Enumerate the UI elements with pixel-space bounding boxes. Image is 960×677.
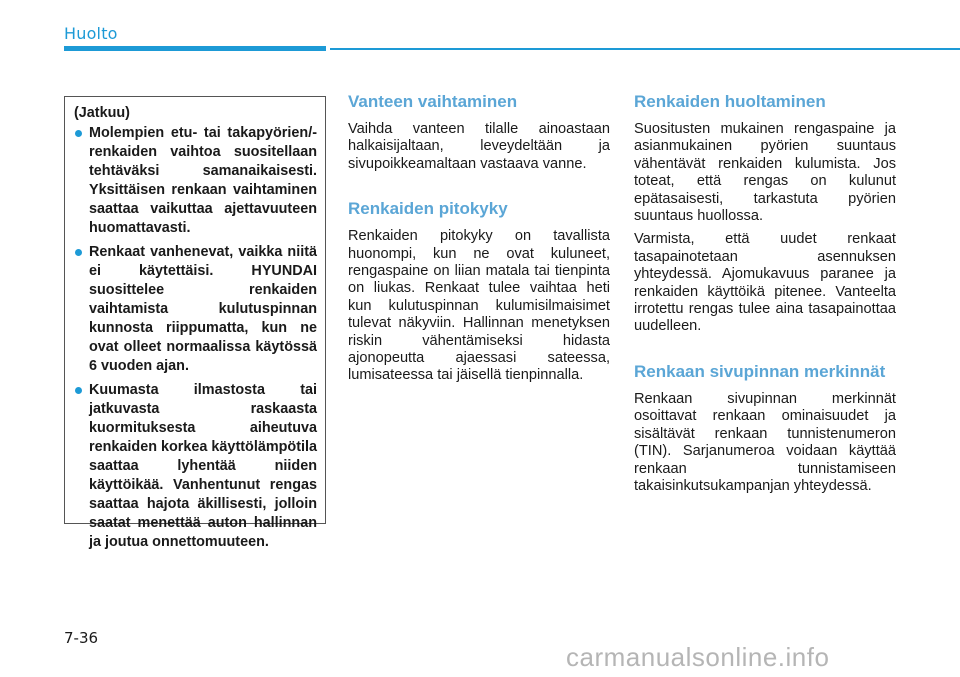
heading-rim-change: Vanteen vaihtaminen: [348, 92, 518, 111]
watermark: carmanualsonline.info: [566, 642, 830, 672]
heading-tire-maintenance: Renkaiden huoltaminen: [634, 92, 826, 111]
list-item-text: Kuumasta ilmastosta tai jatkuvasta raskaasta kuormituksesta aiheutuva renkaiden korkea käyttölämpötila saattaa lyhentää niiden käyttöikää. Vanhentunut rengas saattaa hajota äkillisesti, jolloin saatat menettää auton hallinnan ja joutua onnettomuuteen.: [89, 382, 317, 550]
paragraph: Renkaan sivupinnan merkinnät osoittavat renkaan ominaisuudet ja sisältävät renkaan tunnistenumeron (TIN). Sarjanumeroa voidaan käyttää renkaan tunnistamiseen takaisinkutsukampanjan yhteydessä.: [634, 390, 896, 494]
paragraph: Varmista, että uudet renkaat tasapainotetaan asennuksen yhteydessä. Ajomukavuus paranee ja renkaiden käyttöikä pitenee. Vanteelta irrotettu rengas tulee aina tasapainottaa uudelleen.: [634, 231, 896, 335]
header-rule-thick: [64, 46, 326, 51]
paragraph: Renkaiden pitokyky on tavallista huonompi, kun ne ovat kuluneet, rengaspaine on liian matala tai tienpinta on liukas. Renkaat tulee vaihtaa heti kun kulutuspinnan kulumisilmaisimet tulevat näkyviin. Hallinnan menetyksen riskin vähentämiseksi hidasta ajonopeutta ajaessasi sateessa, lumisateessa tai jäisellä tienpinnalla.: [348, 228, 610, 384]
bullet-icon: [75, 387, 82, 394]
bullet-icon: [75, 130, 82, 137]
right-column: [634, 92, 896, 501]
list-item: [74, 381, 317, 552]
page-number: 7-36: [64, 629, 99, 647]
warning-heading: (Jatkuu): [74, 105, 130, 121]
heading-sidewall-markings: Renkaan sivupinnan merkinnät: [634, 361, 886, 381]
warning-list: [74, 124, 317, 552]
list-item: [74, 243, 317, 376]
list-item-text: Molempien etu- tai takapyörien/-renkaiden vaihtoa suositellaan tehtäväksi samanaikaisesti. Yksittäisen renkaan vaihtaminen saattaa vaikuttaa ajettavuuteen huomattavasti.: [89, 125, 317, 236]
warning-box: [64, 96, 326, 550]
bullet-icon: [75, 249, 82, 256]
section-label: Huolto: [64, 24, 118, 43]
paragraph: Suositusten mukainen rengaspaine ja asianmukainen pyörien suuntaus vähentävät renkaiden kulumista. Jos toteat, että rengas on kulunut epätasaisesti, tarkastuta pyörien suuntaus huollossa.: [634, 121, 896, 225]
heading-tire-traction: Renkaiden pitokyky: [348, 199, 508, 219]
list-item-text: Renkaat vanhenevat, vaikka niitä ei käytettäisi. HYUNDAI suosittelee renkaiden vaihtamista kulutuspinnan kunnosta riippumatta, kun ne ovat olleet normaalissa käytössä 6 vuoden ajan.: [89, 244, 317, 374]
header-rule-thin: [330, 48, 960, 50]
list-item: [74, 124, 317, 238]
paragraph: Vaihda vanteen tilalle ainoastaan halkaisijaltaan, leveydeltään ja sivupoikkeamaltaan vastaava vanne.: [348, 121, 610, 172]
middle-column: [348, 92, 610, 391]
